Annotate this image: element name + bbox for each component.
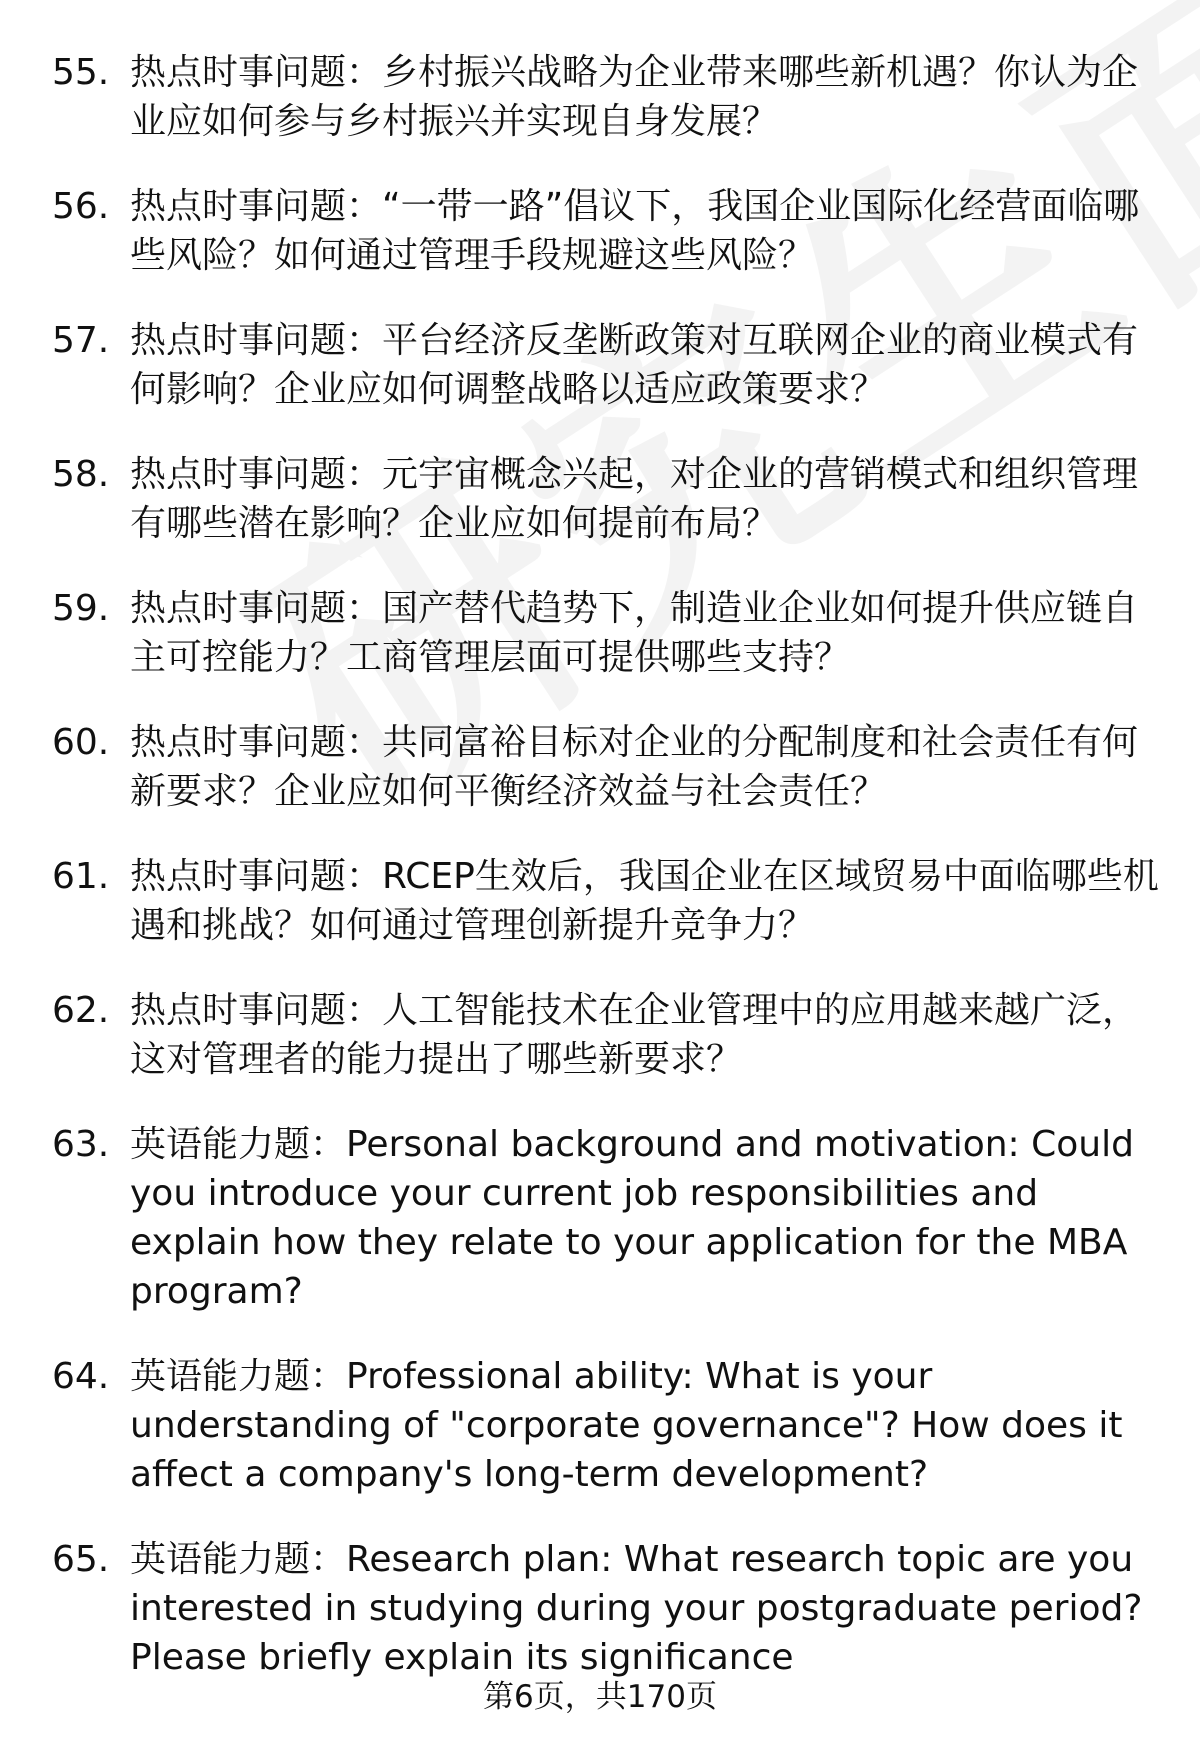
question-number: 62.	[52, 990, 110, 1031]
question-item	[0, 1352, 1200, 1499]
question-number: 55.	[52, 52, 110, 93]
question-text: 英语能力题：Personal background and motivation: Could you introduce your current job responsibilities and explain how they relate to your application for the MBA program?	[130, 1124, 1134, 1312]
question-text: 热点时事问题：RCEP生效后，我国企业在区域贸易中面临哪些机遇和挑战？如何通过管理创新提升竞争力？	[130, 856, 1159, 946]
question-item	[0, 1535, 1200, 1682]
question-text: 热点时事问题：“一带一路”倡议下，我国企业国际化经营面临哪些风险？如何通过管理手段规避这些风险？	[130, 186, 1140, 276]
question-number: 60.	[52, 722, 110, 763]
question-item	[0, 450, 1200, 548]
question-item	[0, 182, 1200, 280]
question-number: 58.	[52, 454, 110, 495]
question-text: 热点时事问题：乡村振兴战略为企业带来哪些新机遇？你认为企业应如何参与乡村振兴并实现自身发展？	[130, 52, 1139, 142]
question-number: 63.	[52, 1124, 110, 1165]
question-item	[0, 986, 1200, 1084]
question-number: 56.	[52, 186, 110, 227]
question-item	[0, 1120, 1200, 1316]
question-number: 64.	[52, 1356, 110, 1397]
question-text: 热点时事问题：共同富裕目标对企业的分配制度和社会责任有何新要求？企业应如何平衡经济效益与社会责任？	[130, 722, 1139, 812]
question-text: 热点时事问题：国产替代趋势下，制造业企业如何提升供应链自主可控能力？工商管理层面可提供哪些支持？	[130, 588, 1139, 678]
question-text: 热点时事问题：人工智能技术在企业管理中的应用越来越广泛，这对管理者的能力提出了哪些新要求？	[130, 990, 1139, 1080]
question-text: 英语能力题：Research plan: What research topic are you interested in studying during your postgraduate period? Please briefly explain its significance	[130, 1539, 1143, 1678]
question-item	[0, 584, 1200, 682]
question-number: 65.	[52, 1539, 110, 1580]
question-item	[0, 718, 1200, 816]
question-number: 57.	[52, 320, 110, 361]
question-list	[0, 48, 1200, 1718]
question-number: 59.	[52, 588, 110, 629]
question-text: 英语能力题：Professional ability: What is your understanding of "corporate governance"? How does it affect a company's long-term development?	[130, 1356, 1123, 1495]
question-item	[0, 316, 1200, 414]
page-footer: 第6页，共170页	[483, 1679, 717, 1715]
question-item	[0, 48, 1200, 146]
question-text: 热点时事问题：平台经济反垄断政策对互联网企业的商业模式有何影响？企业应如何调整战略以适应政策要求？	[130, 320, 1139, 410]
question-text: 热点时事问题：元宇宙概念兴起，对企业的营销模式和组织管理有哪些潜在影响？企业应如何提前布局？	[130, 454, 1139, 544]
question-number: 61.	[52, 856, 110, 897]
question-item	[0, 852, 1200, 950]
